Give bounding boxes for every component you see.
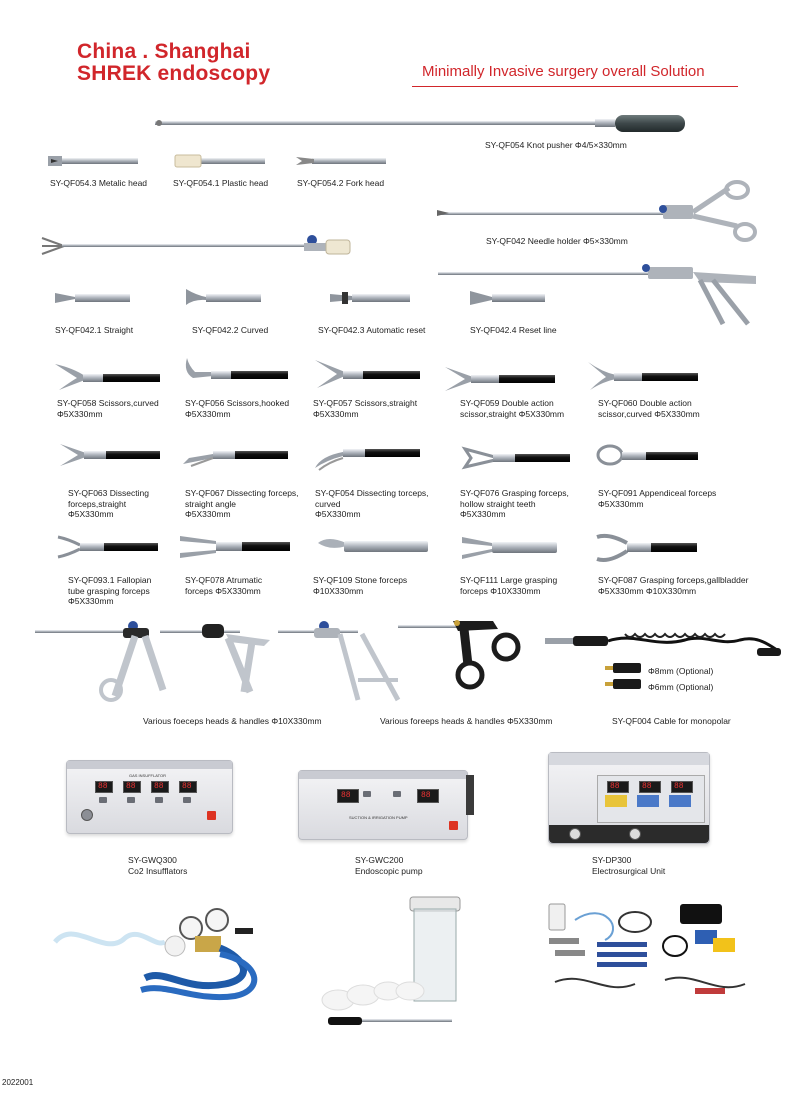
- caption-gwq300-line2: Co2 Insufflators: [128, 865, 188, 876]
- caption-qf060-line1: SY-QF060 Double action: [598, 398, 692, 408]
- caption-qf054b-line3: Φ5X330mm: [315, 509, 361, 519]
- plastic-head-image: [175, 152, 265, 170]
- caption-handles-5mm: Various foreeps heads & handles Φ5X330mm: [380, 716, 553, 726]
- caption-qf067-line2: straight angle: [185, 498, 237, 509]
- suction-canister-image: [318, 895, 478, 1030]
- trident-instrument-image: [42, 232, 352, 260]
- pump-panel-label: SUCTION & IRRIGATION PUMP: [349, 815, 408, 820]
- caption-qf057-line2: Φ5X330mm: [313, 408, 359, 419]
- caption-qf067: [185, 488, 299, 520]
- brand-line-1: China . Shanghai: [77, 40, 251, 63]
- caption-qf091-line2: Φ5X330mm: [598, 498, 644, 509]
- caption-qf059-line1: SY-QF059 Double action: [460, 398, 554, 408]
- caption-dp300-line1: SY-DP300: [592, 855, 632, 865]
- caption-qf093-1-line1: SY-QF093.1 Fallopian: [68, 575, 152, 585]
- caption-qf091-line1: SY-QF091 Appendiceal forceps: [598, 488, 717, 498]
- handle-10mm-b-image: [160, 618, 280, 703]
- caption-qf059: [460, 398, 564, 419]
- caption-qf063-line3: Φ5X330mm: [68, 509, 114, 519]
- caption-gwc200: [355, 855, 423, 876]
- handle-10mm-a-image: [35, 618, 165, 703]
- insufflator-panel-label: GAS INSUFFLATOR: [129, 773, 166, 778]
- caption-handles-10mm: Various foeceps heads & handles Φ10X330mm: [143, 716, 322, 726]
- metal-head-image: [48, 152, 138, 170]
- caption-qf111-line1: SY-QF111 Large grasping: [460, 575, 558, 585]
- caption-qf078-line2: forceps Φ5X330mm: [185, 585, 261, 596]
- caption-qf109: [313, 575, 407, 596]
- footer-code: 2022001: [2, 1078, 34, 1087]
- caption-qf058: [57, 398, 159, 419]
- caption-qf054-3: SY-QF054.3 Metalic head: [50, 178, 148, 188]
- gallbladder-forceps-image: [597, 533, 697, 563]
- large-grasping-image: [462, 533, 557, 563]
- caption-qf004: SY-QF004 Cable for monopolar: [612, 716, 731, 726]
- tagline: Minimally Invasive surgery overall Solution: [422, 63, 705, 80]
- caption-qf042-1: SY-QF042.1 Straight: [55, 325, 134, 335]
- caption-qf058-line1: SY-QF058 Scissors,curved: [57, 398, 159, 408]
- header-rule: [412, 86, 738, 87]
- caption-qf109-line1: SY-QF109 Stone forceps: [313, 575, 408, 585]
- caption-gwq300-line1: SY-GWQ300: [128, 855, 177, 865]
- caption-qf054b-line2: curved: [315, 498, 341, 509]
- optional-6mm-label: Φ6mm (Optional): [648, 682, 714, 692]
- atraumatic-forceps-image: [180, 533, 290, 561]
- reset-line-jaw-image: [470, 287, 545, 309]
- knot-pusher-image: [155, 112, 690, 136]
- optional-8mm-label: Φ8mm (Optional): [648, 666, 714, 676]
- appendiceal-forceps-image: [598, 442, 698, 470]
- brand-line-2: SHREK endoscopy: [77, 62, 271, 85]
- handle-10mm-c-image: [278, 618, 403, 706]
- caption-qf054-1: SY-QF054.1 Plastic head: [173, 178, 269, 188]
- endoscopic-pump-device: 88 88 SUCTION & IRRIGATION PUMP: [298, 770, 468, 840]
- dissecting-curved-image: [315, 438, 420, 472]
- caption-qf060: [598, 398, 700, 419]
- caption-qf056: [185, 398, 289, 419]
- caption-qf111-line2: forceps Φ10X330mm: [460, 585, 541, 596]
- caption-qf057: [313, 398, 417, 419]
- caption-qf060-line2: scissor,curved Φ5X330mm: [598, 408, 700, 419]
- double-scissors-curved-image: [588, 362, 698, 392]
- caption-qf078: [185, 575, 262, 596]
- caption-qf054: SY-QF054 Knot pusher Φ4/5×330mm: [485, 140, 627, 150]
- dissecting-straight-image: [60, 440, 160, 470]
- caption-qf067-line1: SY-QF067 Dissecting forceps,: [185, 488, 299, 498]
- caption-gwc200-line2: Endoscopic pump: [355, 865, 423, 876]
- caption-qf109-line2: Φ10X330mm: [313, 585, 364, 596]
- caption-qf063: [68, 488, 149, 520]
- caption-qf042-2: SY-QF042.2 Curved: [192, 325, 269, 335]
- handle-5mm-image: [398, 615, 528, 697]
- esu-accessories-image: [545, 900, 760, 1005]
- caption-qf078-line1: SY-QF078 Atrumatic: [185, 575, 263, 585]
- caption-qf056-line1: SY-QF056 Scissors,hooked: [185, 398, 290, 408]
- caption-qf087-line1: SY-QF087 Grasping forceps,gallbladder: [598, 575, 749, 585]
- caption-qf058-line2: Φ5X330mm: [57, 408, 103, 419]
- scissors-straight-image: [315, 358, 420, 390]
- caption-qf059-line2: scissor,straight Φ5X330mm: [460, 408, 565, 419]
- scissors-curved-image: [55, 362, 160, 392]
- caption-qf067-line3: Φ5X330mm: [185, 509, 231, 519]
- co2-insufflator-device: GAS INSUFFLATOR 88 88 88 88: [66, 760, 233, 834]
- fork-head-image: [296, 152, 386, 170]
- curved-jaw-image: [186, 287, 261, 309]
- caption-qf076-line3: Φ5X330mm: [460, 509, 506, 519]
- caption-qf063-line2: forceps,straight: [68, 498, 127, 509]
- caption-qf076: [460, 488, 569, 520]
- caption-qf087-line2: Φ5X330mm Φ10X330mm: [598, 585, 697, 596]
- caption-qf063-line1: SY-QF063 Dissecting: [68, 488, 149, 498]
- scissors-hooked-image: [183, 358, 288, 388]
- caption-qf076-line1: SY-QF076 Grasping forceps,: [460, 488, 569, 498]
- auto-reset-jaw-image: [330, 287, 410, 309]
- double-scissors-straight-image: [445, 365, 555, 393]
- caption-qf087: [598, 575, 748, 596]
- caption-qf093-1-line3: Φ5X330mm: [68, 596, 114, 606]
- monopolar-cable-image: [545, 620, 785, 690]
- electrosurgical-unit-device: 88 88 88: [548, 752, 710, 844]
- co2-regulator-tubing-image: [45, 898, 275, 1008]
- caption-qf091: [598, 488, 716, 509]
- caption-qf076-line2: hollow straight teeth: [460, 498, 536, 509]
- caption-qf057-line1: SY-QF057 Scissors,straight: [313, 398, 418, 408]
- caption-qf093-1: [68, 575, 151, 607]
- caption-dp300-line2: Electrosurgical Unit: [592, 865, 666, 876]
- fallopian-forceps-image: [58, 533, 158, 561]
- caption-qf056-line2: Φ5X330mm: [185, 408, 231, 419]
- caption-gwq300: [128, 855, 187, 876]
- straight-jaw-image: [55, 287, 130, 309]
- caption-qf054b-line1: SY-QF054 Dissecting torceps,: [315, 488, 429, 498]
- dissecting-angle-image: [183, 440, 288, 470]
- caption-qf111: [460, 575, 557, 596]
- stone-forceps-image: [318, 533, 428, 561]
- caption-qf042-4: SY-QF042.4 Reset line: [470, 325, 557, 335]
- caption-gwc200-line1: SY-GWC200: [355, 855, 404, 865]
- caption-qf093-1-line2: tube grasping forceps: [68, 585, 150, 596]
- caption-qf042: SY-QF042 Needle holder Φ5×330mm: [486, 236, 628, 246]
- caption-qf042-3: SY-QF042.3 Automatic reset: [318, 325, 426, 335]
- pump-side-holder: [466, 775, 474, 815]
- caption-dp300: [592, 855, 665, 876]
- grasping-hollow-image: [465, 445, 570, 471]
- caption-qf054b: [315, 488, 429, 520]
- caption-qf054-2: SY-QF054.2 Fork head: [297, 178, 385, 188]
